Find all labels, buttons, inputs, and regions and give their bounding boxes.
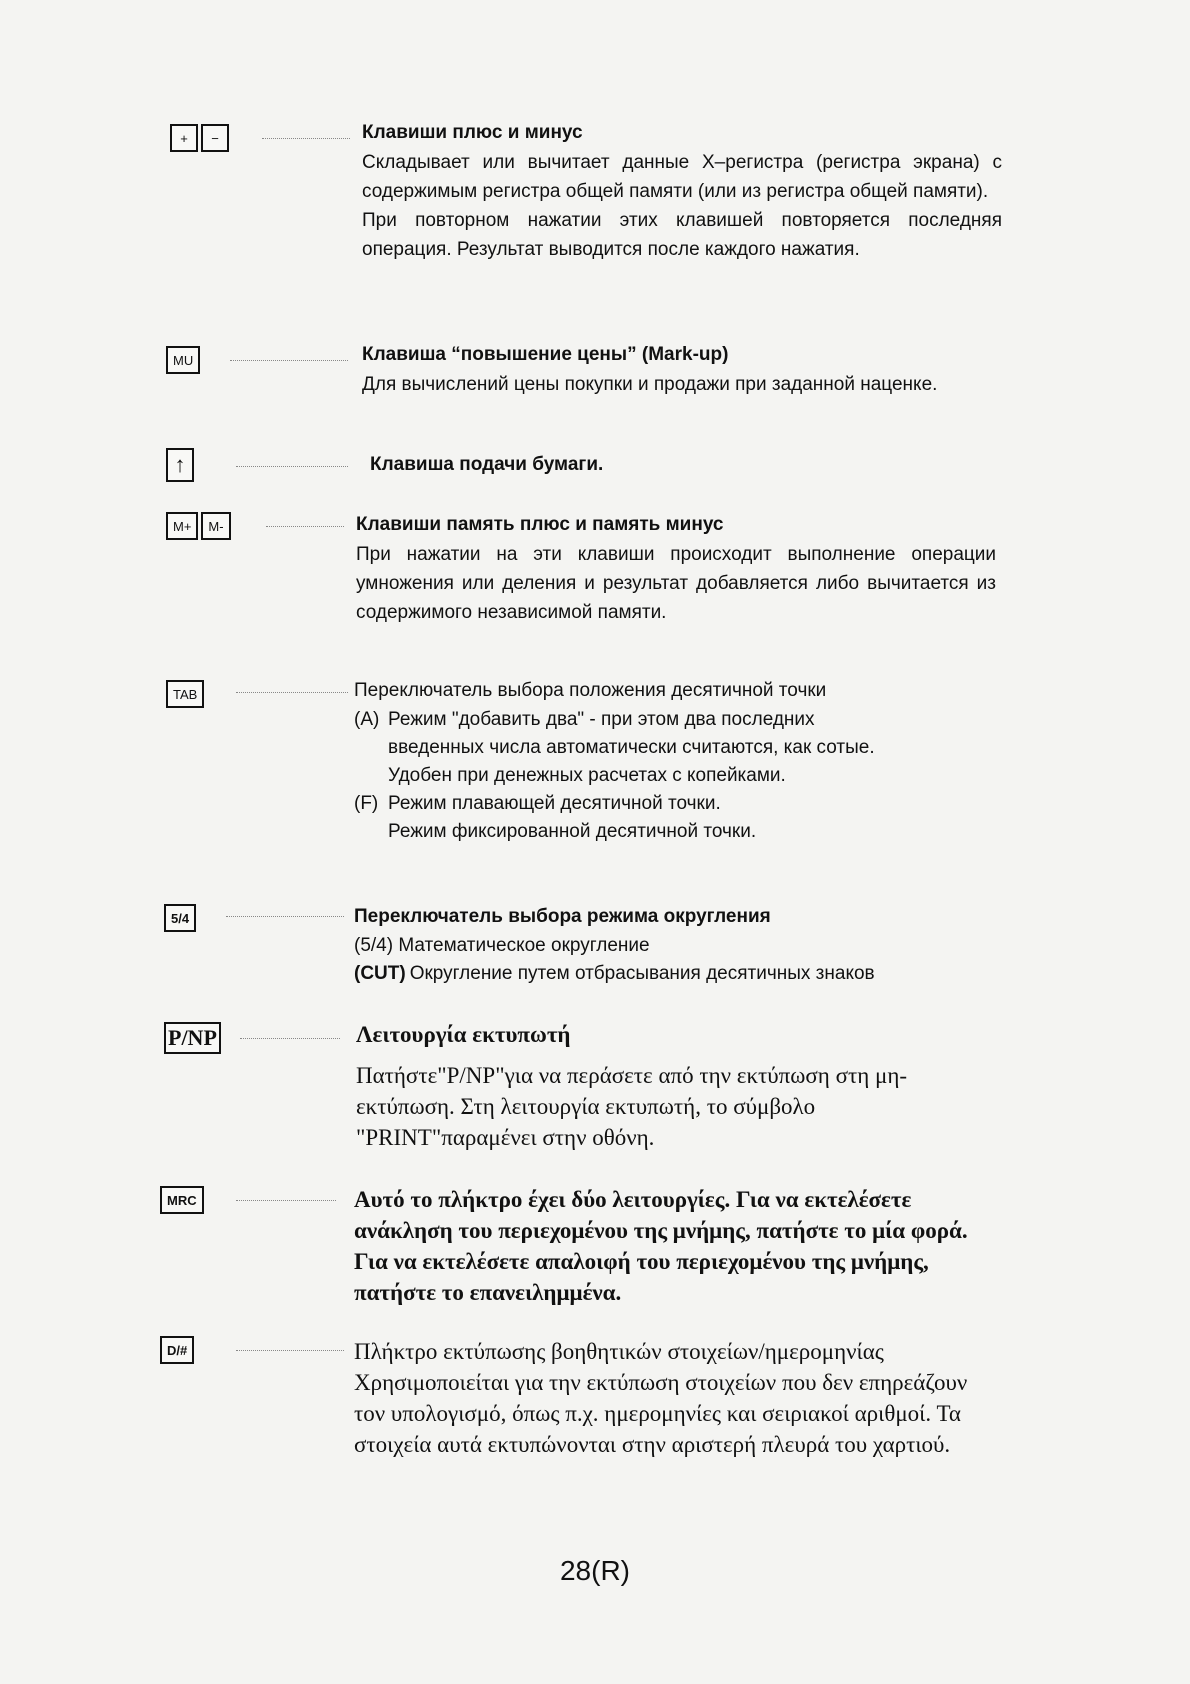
memory-plus-key-icon: M+	[166, 512, 198, 540]
leader-dots	[236, 692, 348, 693]
option-text: (5/4) Математическое округление	[354, 935, 650, 956]
memory-minus-key-icon: M-	[201, 512, 230, 540]
option-label: (CUT)	[354, 963, 406, 984]
leader-dots	[236, 1350, 344, 1351]
paper-feed-arrow-icon: ↑	[166, 448, 194, 482]
leader-dots	[236, 466, 348, 467]
leader-dots	[236, 1200, 336, 1201]
entry-title: Λειτουργία εκτυπωτή	[356, 1022, 571, 1047]
leader-dots	[262, 138, 350, 139]
option-text: Режим "добавить два" - при этом два последних введенных числа автоматически считаются, как сотые. Удобен при денежных расчетах с копейками.	[388, 709, 875, 786]
option-label: (F)	[354, 793, 379, 814]
date-key-icon: D/#	[160, 1336, 194, 1364]
option-text: Режим плавающей десятичной точки.	[388, 793, 721, 814]
entry-paragraph: Πλήκτρο εκτύπωσης βοηθητικών στοιχείων/ημερομηνίας Χρησιμοποιείται για την εκτύπωση στοιχείων που δεν επηρεάζουν τον υπολογισμό, όπως π.χ. ημερομηνίες και σειριακοί αριθμοί. Τα στοιχεία αυτά εκτυπώνονται στην αριστερή πλευρά του χαρτιού.	[354, 1339, 968, 1457]
page-number: 28(R)	[559, 1555, 630, 1586]
leader-dots	[230, 360, 348, 361]
entry-paragraph: Πατήστε"P/NP"για να περάσετε από την εκτύπωση στη μη-εκτύπωση. Στη λειτουργία εκτυπωτή, το σύμβολο "PRINT"παραμένει στην οθόνη.	[356, 1063, 908, 1150]
entry-paragraph: При повторном нажатии этих клавишей повторяется последняя операция. Результат выводится после каждого нажатия.	[362, 210, 1002, 260]
entry-paragraph: Αυτό το πλήκτρο έχει δύο λειτουργίες. Για να εκτελέσετε ανάκληση του περιεχομένου της μνήμης, πατήστε το μία φορά. Για να εκτελέσετε απαλοιφή του περιεχομένου της μνήμης, πατήστε το επανειλημμένα.	[354, 1187, 968, 1305]
option-label: (A)	[354, 709, 380, 730]
leader-dots	[240, 1038, 340, 1039]
leader-dots	[266, 526, 344, 527]
rounding-key-icon: 5/4	[164, 904, 196, 932]
entry-paragraph: Складывает или вычитает данные Х–регистра (регистра экрана) с содержимым регистра общей памяти (или из регистра общей памяти).	[362, 152, 1002, 202]
entry-title: Клавиша “повышение цены” (Mark-up)	[362, 344, 729, 365]
entry-paragraph: При нажатии на эти клавиши происходит выполнение операции умножения или деления и результат добавляется либо вычитается из содержимого независимой памяти.	[356, 544, 996, 623]
plus-key-icon: +	[170, 124, 198, 152]
tab-key-icon: TAB	[166, 680, 204, 708]
entry-paragraph: Для вычислений цены покупки и продажи при заданной наценке.	[362, 374, 938, 395]
entry-title: Клавиша подачи бумаги.	[370, 454, 604, 475]
option-text: Округление путем отбрасывания десятичных знаков	[409, 963, 875, 984]
leader-dots	[226, 916, 344, 917]
entry-title: Переключатель выбора положения десятичной точки	[354, 680, 827, 701]
mrc-key-icon: MRC	[160, 1186, 204, 1214]
markup-key-icon: MU	[166, 346, 200, 374]
entry-title: Клавиши плюс и минус	[362, 122, 583, 143]
minus-key-icon: −	[201, 124, 229, 152]
option-text: Режим фиксированной десятичной точки.	[388, 821, 757, 842]
entry-title: Клавиши память плюс и память минус	[356, 514, 724, 535]
entry-title: Переключатель выбора режима округления	[354, 906, 771, 927]
print-mode-key-icon: P/NP	[164, 1022, 221, 1054]
